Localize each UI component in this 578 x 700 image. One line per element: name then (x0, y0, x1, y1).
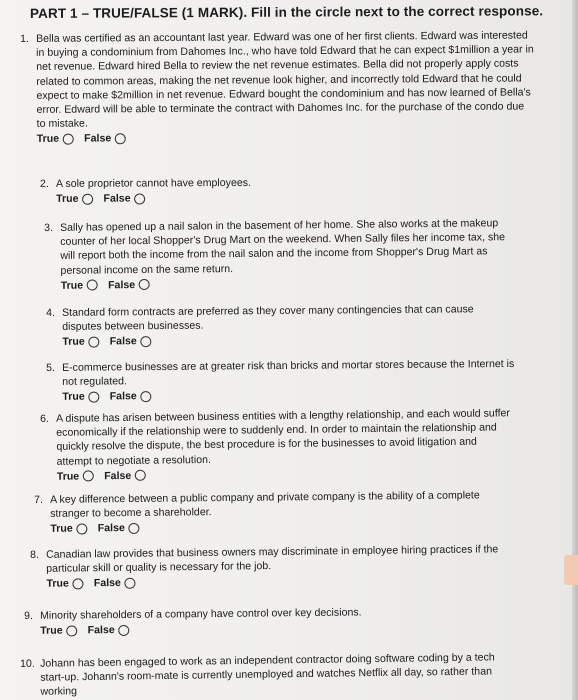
false-label: False (109, 335, 137, 348)
false-label: False (87, 624, 115, 637)
true-label: True (56, 193, 79, 206)
true-radio[interactable] (67, 625, 78, 636)
true-radio[interactable] (77, 523, 88, 534)
question-number: 7. (34, 493, 43, 506)
true-radio[interactable] (73, 578, 84, 589)
false-label: False (93, 577, 121, 590)
true-label: True (50, 523, 73, 536)
question-7 (34, 488, 509, 537)
false-label: False (104, 469, 132, 483)
question-2 (40, 174, 520, 206)
answer-options (62, 331, 511, 349)
question-number: 8. (30, 548, 40, 561)
false-radio[interactable] (119, 625, 130, 636)
question-text: Sally has opened up a nail salon in the basement of her home. She also works at the makeup counter of her local Shopper's Drug Mart on the weekend. When Sally files her income tax, she will report both the income from the nail salon and the income from Shopper's Drug Mart as personal income on the same return. (60, 217, 506, 277)
question-number: 3. (44, 221, 53, 234)
answer-options (37, 129, 536, 147)
true-radio[interactable] (87, 280, 98, 291)
question-3 (44, 216, 520, 293)
true-radio[interactable] (83, 471, 94, 482)
true-label: True (46, 577, 69, 591)
question-4 (46, 302, 511, 350)
true-label: True (62, 336, 85, 349)
question-text: Minority shareholders of a company have control over key decisions. (40, 606, 362, 622)
false-label: False (97, 522, 125, 535)
question-6 (40, 406, 513, 484)
question-text: Bella was certified as an accountant last year. Edward was one of her first clients. Edward was interested in buying a condominium from Dahomes Inc., who have told Edward that he can expect $1million a year in net revenue. Edward hired Bella to review the net revenue estimates. Bella did not properly apply costs related to common areas, making the net revenue look higher, and incorrectly told Edward that he could expect to make $2million in net revenue. Edward bought the condominium and has now learned of Bella's error. Edward will be able to terminate the contract with Dahomes Inc. for the purchase of the condo due to mistake. (36, 29, 534, 131)
false-radio[interactable] (135, 193, 146, 204)
true-radio[interactable] (89, 337, 100, 348)
false-radio[interactable] (141, 391, 152, 402)
false-label: False (84, 132, 112, 145)
question-text: A key difference between a public company and private company is the ability of a complete stranger to become a shareholder. (50, 489, 480, 521)
question-text: Johann has been engaged to work as an independent contractor doing software coding by a tech start-up. Johann's room-mate is currently unemployed and watches Netflix all day, so rather than working (40, 651, 495, 699)
question-number: 2. (40, 177, 49, 190)
false-radio[interactable] (129, 523, 140, 534)
question-number: 6. (40, 412, 50, 425)
question-9 (24, 604, 494, 638)
true-label: True (40, 624, 63, 638)
false-radio[interactable] (141, 336, 152, 347)
question-8 (30, 542, 505, 591)
answer-options (62, 386, 516, 404)
false-radio[interactable] (115, 133, 126, 144)
question-text: Standard form contracts are preferred as they cover many contingencies that can cause disputes between businesses. (62, 303, 474, 334)
false-radio[interactable] (135, 470, 146, 481)
true-label: True (36, 133, 60, 146)
false-label: False (107, 278, 136, 292)
true-label: True (62, 391, 85, 404)
question-text: A sole proprietor cannot have employees. (56, 176, 252, 190)
question-number: 10. (20, 657, 35, 670)
true-radio[interactable] (82, 194, 93, 205)
question-text: E-commerce businesses are at greater risk than bricks and mortar stores because the Internet is not regulated. (62, 357, 515, 389)
page-title: PART 1 – TRUE/FALSE (1 MARK). Fill in the circle next to the correct response. (29, 3, 544, 21)
true-label: True (56, 470, 80, 483)
answer-options (56, 190, 520, 207)
false-radio[interactable] (125, 578, 136, 589)
question-1 (20, 28, 536, 146)
question-5 (46, 357, 516, 405)
question-number: 1. (20, 32, 29, 45)
false-label: False (109, 390, 137, 403)
question-10 (20, 650, 511, 699)
sticky-tab (564, 555, 578, 585)
question-number: 9. (24, 609, 33, 622)
true-radio[interactable] (63, 134, 74, 145)
false-label: False (103, 192, 131, 205)
question-number: 5. (46, 361, 55, 374)
false-radio[interactable] (139, 279, 150, 290)
question-text: Canadian law provides that business owners may discriminate in employee hiring practices if the particular skill or quality is necessary for the job. (46, 543, 499, 576)
page-edge (572, 0, 578, 700)
true-radio[interactable] (89, 392, 100, 403)
question-text: A dispute has arisen between business entities with a lengthy relationship, and each would suffer economically if the relationship were to suddenly end. In order to maintain the relationship and quickly resolve the dispute, the best procedure is for the businesses to avoid litigation and attempt to negotiate a resolution. (56, 407, 510, 468)
true-label: True (60, 279, 84, 292)
question-number: 4. (46, 306, 55, 319)
